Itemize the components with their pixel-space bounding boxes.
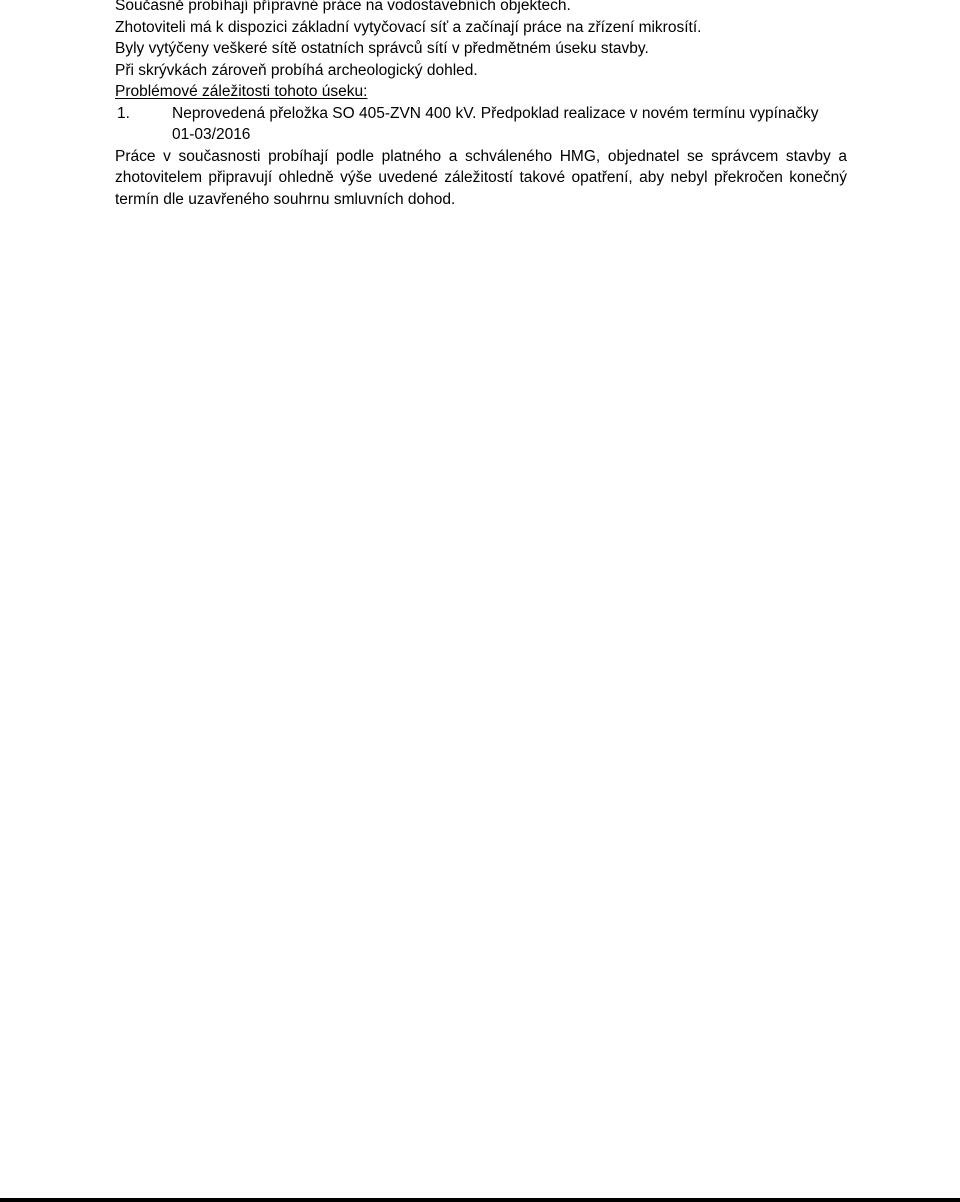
issue-text: Neprovedená přeložka SO 405-ZVN 400 kV. Předpoklad realizace v novém termínu vypínačky [172, 104, 819, 122]
issue-list-item [115, 103, 847, 125]
status-line-archaeological-supervision: Při skrývkách zároveň probíhá archeologický dohled. [115, 61, 478, 79]
status-line-survey-network: Zhotoviteli má k dispozici základní vytyčovací síť a začínají práce na zřízení mikrosítí. [115, 18, 702, 36]
page-bottom-rule [0, 1198, 960, 1202]
document-page [115, 0, 847, 210]
issue-body [172, 103, 847, 125]
issues-heading: Problémové záležitosti tohoto úseku: [115, 83, 368, 100]
issue-continuation-row [115, 124, 847, 146]
status-line-utility-networks: Byly vytýčeny veškeré sítě ostatních správců sítí v předmětném úseku stavby. [115, 40, 649, 57]
issue-continuation: 01-03/2016 [172, 126, 251, 143]
closing-paragraph: Práce v současnosti probíhají podle platného a schváleného HMG, objednatel se správcem stavby a zhotovitelem připravují ohledně výše uvedené záležitostí takové opatření, aby nebyl překročen konečný termín dle uzavřeného souhrnu smluvních dohod. [115, 147, 847, 208]
issue-number: 1. [117, 104, 130, 122]
status-line-preparatory-works: Současně probíhají přípravné práce na vodostavebních objektech. [115, 0, 571, 14]
